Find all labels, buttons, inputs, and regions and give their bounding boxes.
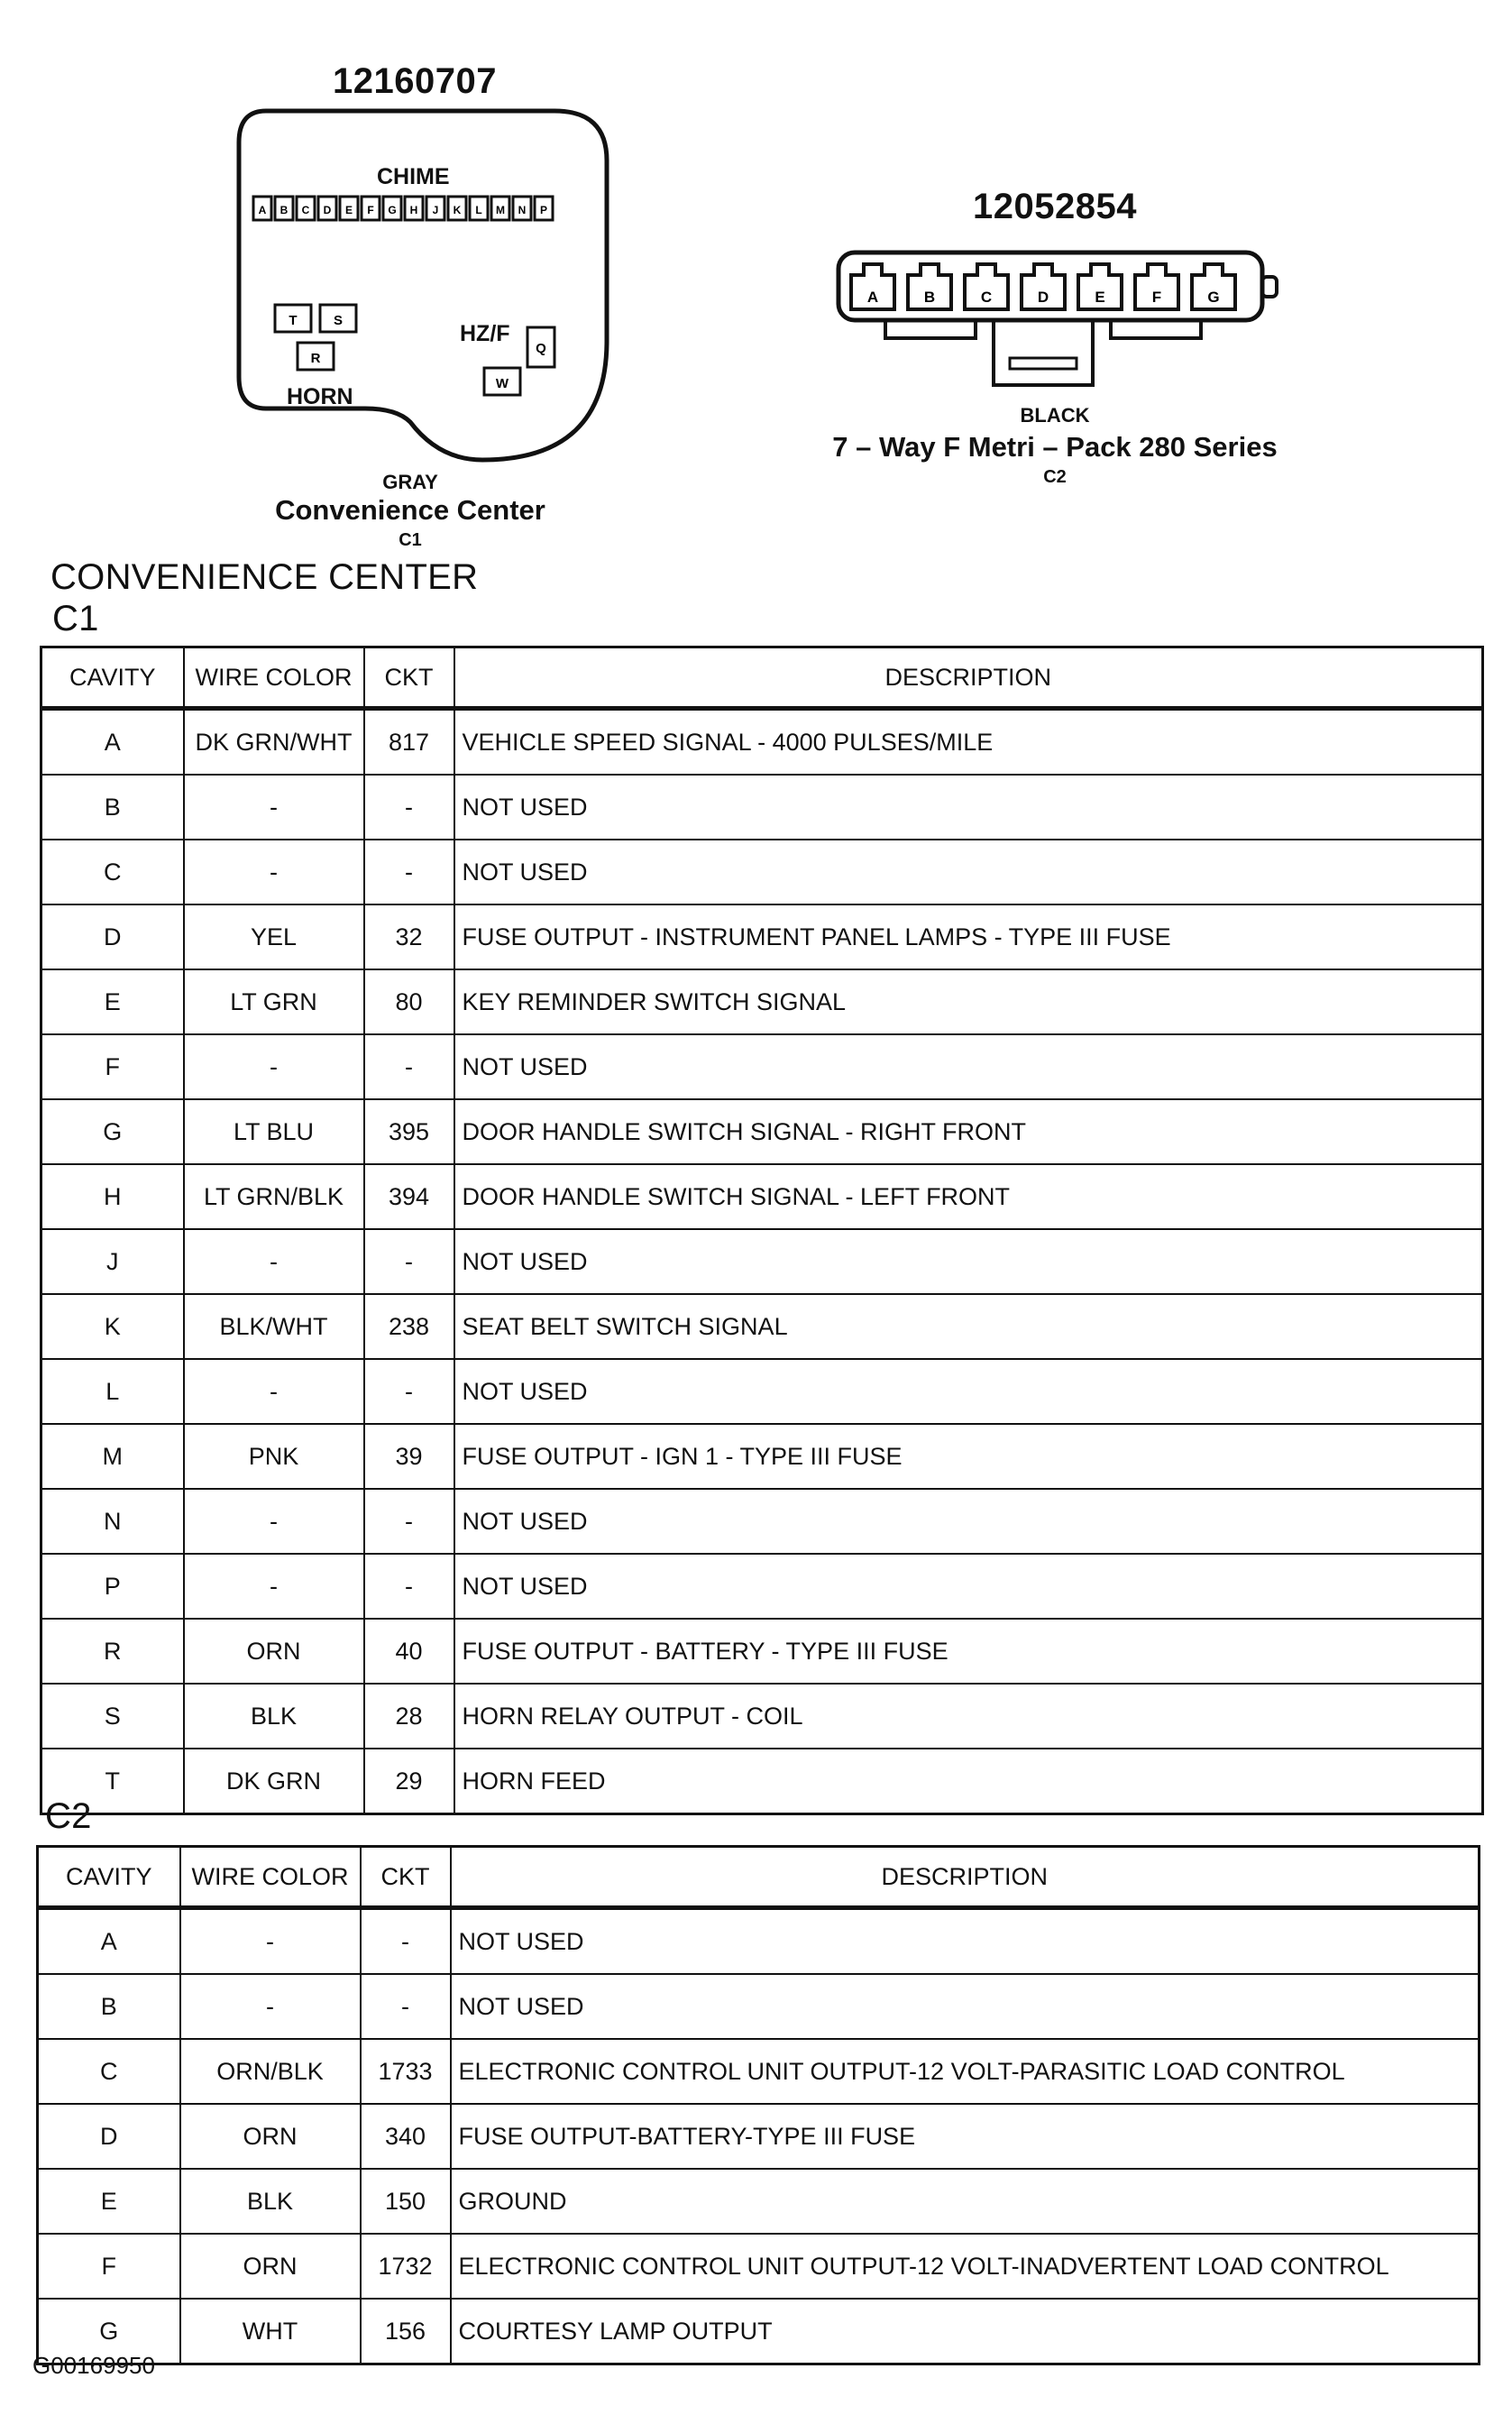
chime-pin-label: J — [432, 204, 439, 216]
chime-pin-label: H — [409, 204, 418, 216]
column-header-description: DESCRIPTION — [451, 1847, 1480, 1908]
table-row — [38, 2039, 1480, 2104]
cell-wire-color: - — [180, 1974, 361, 2039]
cell-wire-color: ORN — [184, 1619, 364, 1684]
cell-ckt: 80 — [364, 969, 454, 1034]
table-row — [38, 2234, 1480, 2299]
cell-wire-color: - — [180, 1908, 361, 1975]
chime-pin-label: E — [344, 204, 353, 216]
chime-pin-label: L — [475, 204, 482, 216]
cell-description: KEY REMINDER SWITCH SIGNAL — [454, 969, 1483, 1034]
chime-pin-label: C — [301, 204, 310, 216]
cell-cavity: F — [41, 1034, 184, 1099]
c2-connector-outline — [831, 248, 1287, 392]
c1-part-number: 12160707 — [333, 61, 497, 101]
cell-cavity: C — [41, 840, 184, 904]
cell-ckt: 32 — [364, 904, 454, 969]
cell-description: NOT USED — [454, 1229, 1483, 1294]
cell-wire-color: - — [184, 1489, 364, 1554]
cell-cavity: A — [41, 709, 184, 776]
cell-wire-color: - — [184, 1359, 364, 1424]
table-row — [41, 1099, 1483, 1164]
c1-chime-label: CHIME — [377, 164, 450, 189]
chime-pin-label: B — [279, 204, 289, 216]
cell-description: NOT USED — [451, 1974, 1480, 2039]
cell-description: HORN RELAY OUTPUT - COIL — [454, 1684, 1483, 1749]
cell-ckt: 28 — [364, 1684, 454, 1749]
cell-description: FUSE OUTPUT-BATTERY-TYPE III FUSE — [451, 2104, 1480, 2169]
cell-wire-color: PNK — [184, 1424, 364, 1489]
column-header-ckt: CKT — [364, 647, 454, 709]
cell-cavity: H — [41, 1164, 184, 1229]
table-row — [41, 1034, 1483, 1099]
c1-color-label: GRAY — [382, 471, 438, 493]
cell-wire-color: ORN — [180, 2234, 361, 2299]
connector-diagrams — [0, 0, 1512, 577]
cell-wire-color: LT GRN — [184, 969, 364, 1034]
c2-pin-label: B — [923, 289, 936, 306]
c1-connector-outline — [230, 106, 618, 467]
c2-pin-label: E — [1095, 289, 1105, 306]
cell-wire-color: YEL — [184, 904, 364, 969]
chime-pin-label: F — [367, 204, 374, 216]
cell-cavity: N — [41, 1489, 184, 1554]
table-header-row — [41, 647, 1483, 709]
cell-ckt: - — [361, 1974, 451, 2039]
cell-ckt: - — [361, 1908, 451, 1975]
c2-pin-label: G — [1207, 289, 1220, 306]
c1-connector-id: C1 — [399, 530, 422, 550]
cell-cavity: B — [41, 775, 184, 840]
cell-ckt: 40 — [364, 1619, 454, 1684]
page-title: CONVENIENCE CENTER — [50, 557, 479, 597]
cell-cavity: E — [38, 2169, 180, 2234]
table-row — [41, 840, 1483, 904]
table-row — [41, 1424, 1483, 1489]
chime-pin-label: N — [518, 204, 527, 216]
cell-description: DOOR HANDLE SWITCH SIGNAL - RIGHT FRONT — [454, 1099, 1483, 1164]
cell-ckt: - — [364, 1489, 454, 1554]
c2-connector-name: 7 – Way F Metri – Pack 280 Series — [832, 431, 1278, 463]
c1-horn-label: HORN — [287, 384, 353, 409]
cell-ckt: - — [364, 840, 454, 904]
cell-ckt: - — [364, 1229, 454, 1294]
table-row — [38, 1974, 1480, 2039]
cell-description: NOT USED — [454, 1489, 1483, 1554]
cell-wire-color: LT GRN/BLK — [184, 1164, 364, 1229]
table-row — [41, 709, 1483, 776]
cell-cavity: D — [38, 2104, 180, 2169]
table-row — [41, 1359, 1483, 1424]
table-c2 — [36, 1845, 1480, 2365]
hzf-pin-label: W — [495, 376, 509, 391]
cell-wire-color: - — [184, 840, 364, 904]
cell-ckt: 817 — [364, 709, 454, 776]
table-row — [41, 775, 1483, 840]
table-row — [41, 1229, 1483, 1294]
table-c1-body — [41, 709, 1483, 1814]
chime-pin-label: K — [453, 204, 462, 216]
cell-ckt: 29 — [364, 1749, 454, 1814]
column-header-cavity: CAVITY — [38, 1847, 180, 1908]
cell-description: NOT USED — [451, 1908, 1480, 1975]
table-row — [41, 1294, 1483, 1359]
table-row — [38, 2104, 1480, 2169]
table-row — [41, 1619, 1483, 1684]
cell-ckt: - — [364, 775, 454, 840]
cell-ckt: 395 — [364, 1099, 454, 1164]
column-header-cavity: CAVITY — [41, 647, 184, 709]
cell-wire-color: DK GRN — [184, 1749, 364, 1814]
table-row — [38, 2169, 1480, 2234]
horn-pin-label: T — [289, 313, 298, 328]
cell-description: ELECTRONIC CONTROL UNIT OUTPUT-12 VOLT-INADVERTENT LOAD CONTROL — [451, 2234, 1480, 2299]
cell-ckt: - — [364, 1034, 454, 1099]
cell-description: FUSE OUTPUT - BATTERY - TYPE III FUSE — [454, 1619, 1483, 1684]
table-row — [38, 1908, 1480, 1975]
table-row — [41, 904, 1483, 969]
cell-wire-color: BLK — [184, 1684, 364, 1749]
column-header-ckt: CKT — [361, 1847, 451, 1908]
cell-cavity: B — [38, 1974, 180, 2039]
cell-cavity: G — [38, 2299, 180, 2364]
cell-cavity: A — [38, 1908, 180, 1975]
hzf-pin-label: Q — [536, 341, 546, 356]
cell-description: DOOR HANDLE SWITCH SIGNAL - LEFT FRONT — [454, 1164, 1483, 1229]
cell-description: NOT USED — [454, 1554, 1483, 1619]
c1-horn-pins — [275, 305, 356, 370]
c2-pin-row — [851, 264, 1235, 309]
cell-cavity: C — [38, 2039, 180, 2104]
cell-description: COURTESY LAMP OUTPUT — [451, 2299, 1480, 2364]
table-header-row — [38, 1847, 1480, 1908]
cell-cavity: K — [41, 1294, 184, 1359]
cell-wire-color: - — [184, 1554, 364, 1619]
c2-part-number: 12052854 — [973, 187, 1137, 226]
chime-pin-label: G — [388, 204, 397, 216]
table-row — [41, 1749, 1483, 1814]
table-row — [41, 1164, 1483, 1229]
cell-ckt: 39 — [364, 1424, 454, 1489]
table-row — [41, 969, 1483, 1034]
c2-pin-label: C — [980, 289, 993, 306]
c2-pin-label: F — [1151, 289, 1162, 306]
chime-pin-label: A — [258, 204, 267, 216]
cell-cavity: P — [41, 1554, 184, 1619]
cell-description: NOT USED — [454, 775, 1483, 840]
cell-description: GROUND — [451, 2169, 1480, 2234]
cell-ckt: - — [364, 1554, 454, 1619]
c1-connector-name: Convenience Center — [275, 494, 545, 526]
cell-ckt: 340 — [361, 2104, 451, 2169]
horn-pin-label: S — [333, 313, 344, 328]
cell-description: FUSE OUTPUT - IGN 1 - TYPE III FUSE — [454, 1424, 1483, 1489]
cell-description: NOT USED — [454, 1359, 1483, 1424]
cell-wire-color: BLK/WHT — [184, 1294, 364, 1359]
cell-description: SEAT BELT SWITCH SIGNAL — [454, 1294, 1483, 1359]
chime-pin-label: D — [323, 204, 332, 216]
column-header-description: DESCRIPTION — [454, 647, 1483, 709]
cell-wire-color: - — [184, 1034, 364, 1099]
cell-cavity: M — [41, 1424, 184, 1489]
cell-description: VEHICLE SPEED SIGNAL - 4000 PULSES/MILE — [454, 709, 1483, 776]
cell-cavity: R — [41, 1619, 184, 1684]
c2-pin-label: D — [1037, 289, 1049, 306]
cell-ckt: - — [364, 1359, 454, 1424]
column-header-wire-color: WIRE COLOR — [180, 1847, 361, 1908]
c2-connector-id: C2 — [1043, 467, 1067, 487]
cell-cavity: E — [41, 969, 184, 1034]
table-row — [41, 1684, 1483, 1749]
chime-pin-label: M — [496, 204, 505, 216]
cell-ckt: 1733 — [361, 2039, 451, 2104]
cell-wire-color: BLK — [180, 2169, 361, 2234]
cell-ckt: 150 — [361, 2169, 451, 2234]
horn-pin-label: R — [310, 351, 321, 366]
table-row — [41, 1489, 1483, 1554]
figure-id: G00169950 — [32, 2352, 155, 2379]
cell-description: NOT USED — [454, 1034, 1483, 1099]
c1-chime-pin-row — [253, 197, 553, 220]
cell-wire-color: DK GRN/WHT — [184, 709, 364, 776]
cell-wire-color: WHT — [180, 2299, 361, 2364]
table-row — [41, 1554, 1483, 1619]
cell-cavity: J — [41, 1229, 184, 1294]
cell-ckt: 156 — [361, 2299, 451, 2364]
cell-description: FUSE OUTPUT - INSTRUMENT PANEL LAMPS - TYPE III FUSE — [454, 904, 1483, 969]
cell-cavity: D — [41, 904, 184, 969]
c1-hzf-label: HZ/F — [460, 321, 510, 346]
cell-cavity: T — [41, 1749, 184, 1814]
cell-wire-color: - — [184, 1229, 364, 1294]
cell-description: NOT USED — [454, 840, 1483, 904]
cell-description: ELECTRONIC CONTROL UNIT OUTPUT-12 VOLT-PARASITIC LOAD CONTROL — [451, 2039, 1480, 2104]
cell-wire-color: ORN — [180, 2104, 361, 2169]
column-header-wire-color: WIRE COLOR — [184, 647, 364, 709]
table-row — [38, 2299, 1480, 2364]
cell-wire-color: LT BLU — [184, 1099, 364, 1164]
c2-color-label: BLACK — [1020, 404, 1090, 427]
table-c1-title: C1 — [52, 599, 99, 638]
cell-ckt: 1732 — [361, 2234, 451, 2299]
cell-ckt: 238 — [364, 1294, 454, 1359]
cell-cavity: F — [38, 2234, 180, 2299]
table-c2-title: C2 — [45, 1796, 92, 1836]
chime-pin-label: P — [539, 204, 548, 216]
cell-cavity: S — [41, 1684, 184, 1749]
cell-cavity: L — [41, 1359, 184, 1424]
c2-pin-label: A — [866, 289, 879, 306]
cell-wire-color: - — [184, 775, 364, 840]
table-c2-body — [38, 1908, 1480, 2364]
table-c1 — [40, 646, 1484, 1815]
cell-cavity: G — [41, 1099, 184, 1164]
cell-ckt: 394 — [364, 1164, 454, 1229]
cell-description: HORN FEED — [454, 1749, 1483, 1814]
cell-wire-color: ORN/BLK — [180, 2039, 361, 2104]
